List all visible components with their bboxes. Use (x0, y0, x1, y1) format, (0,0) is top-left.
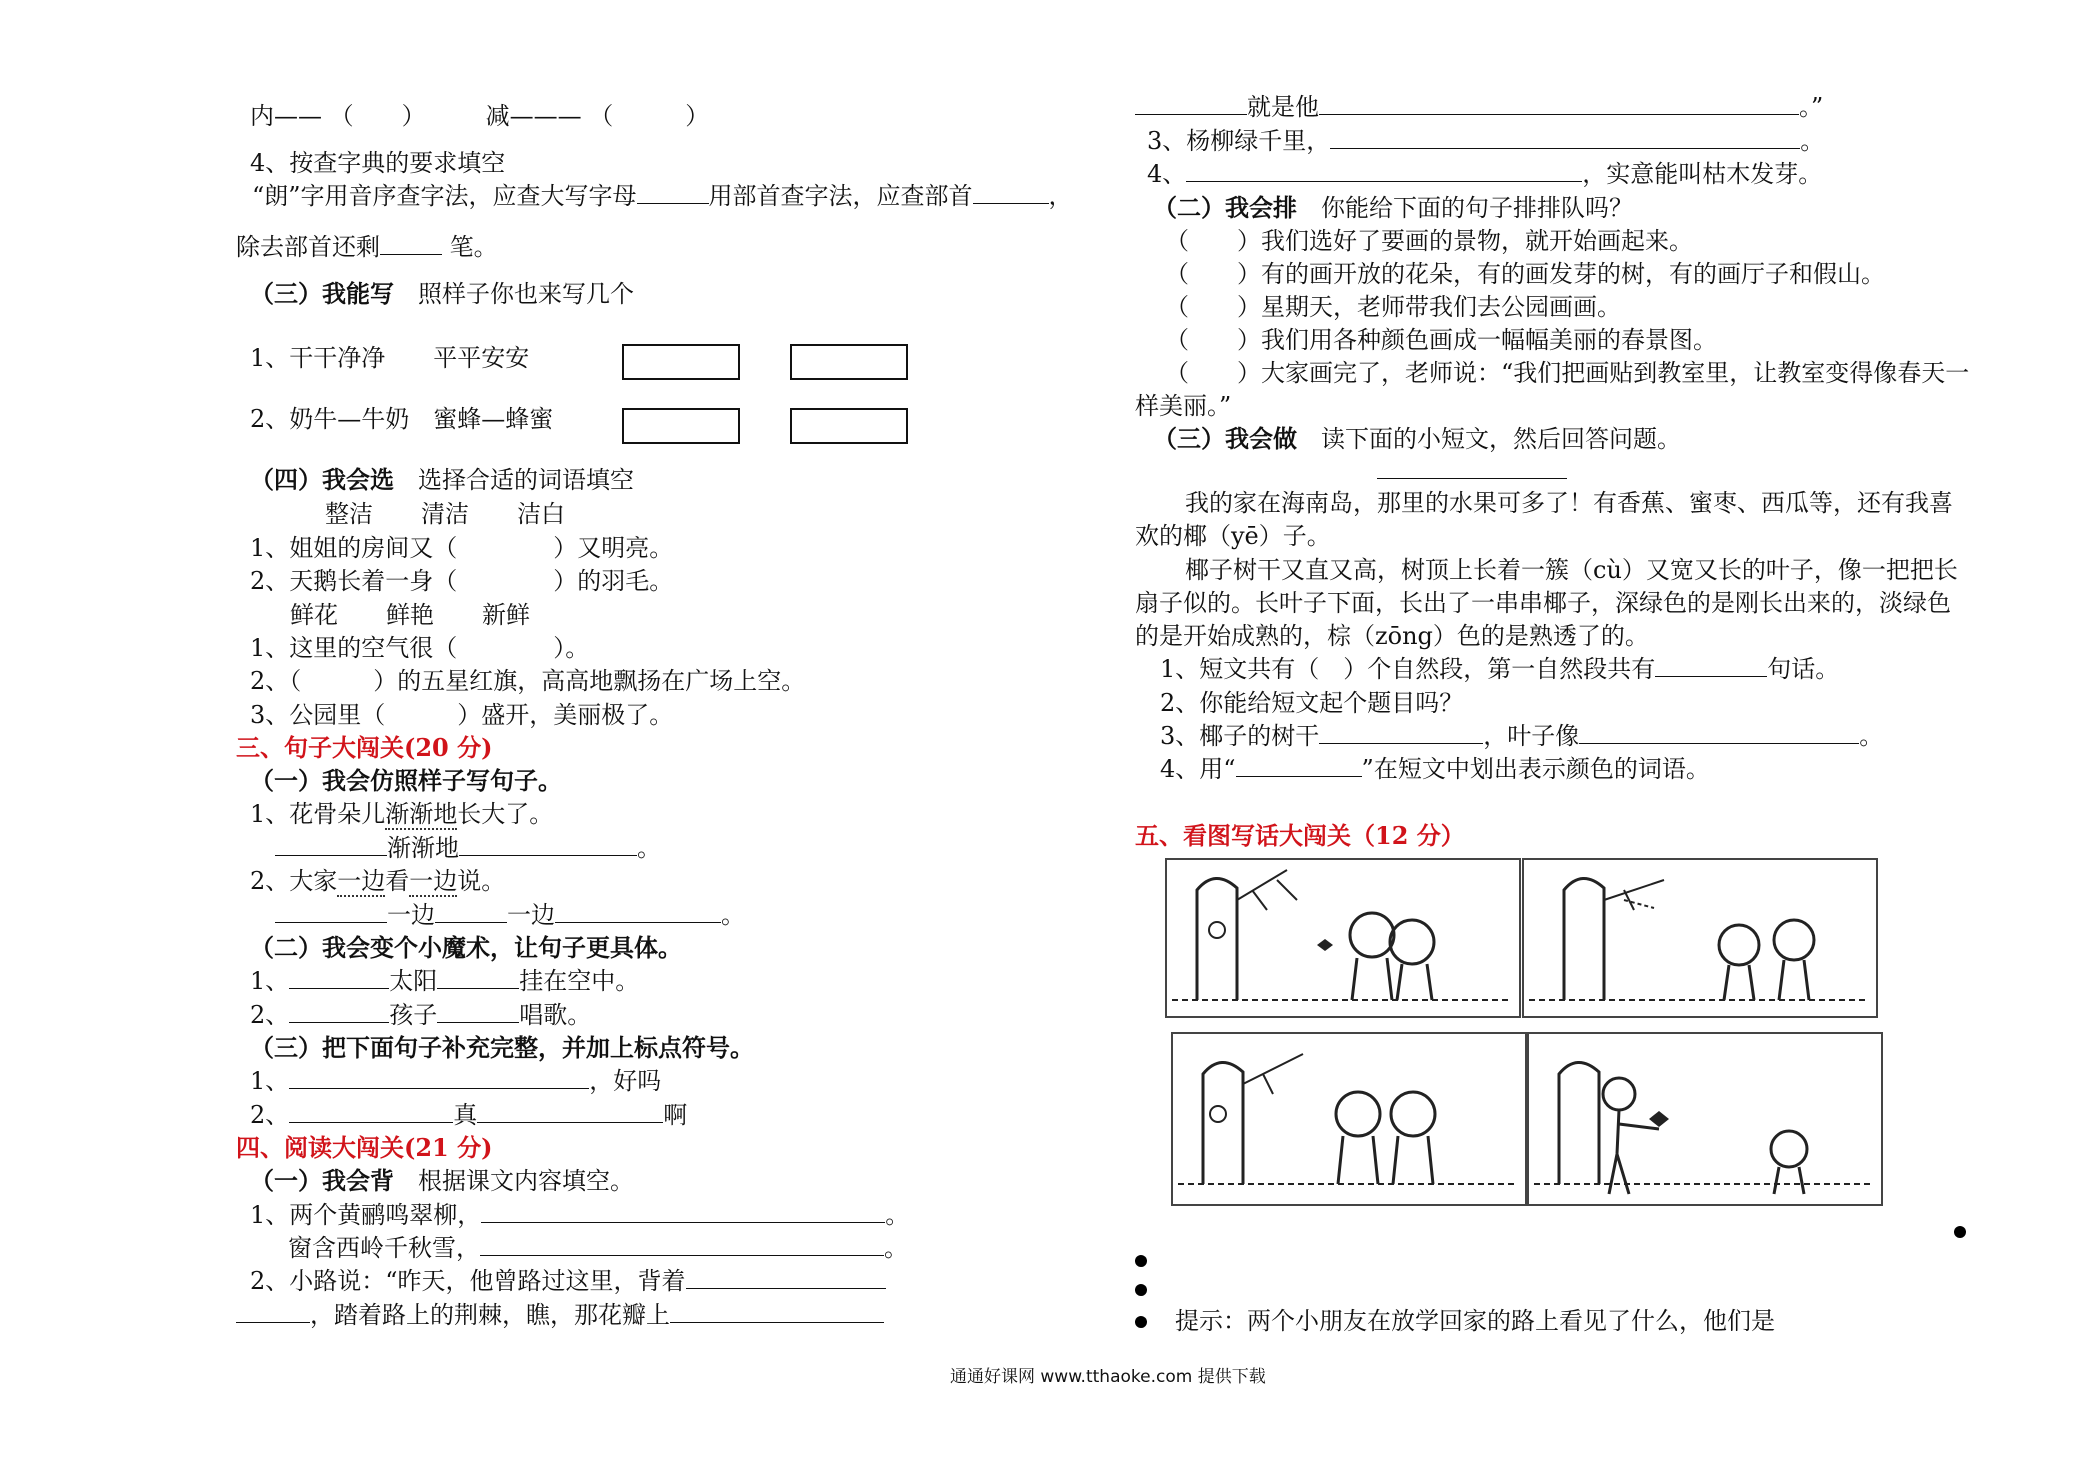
p3-s1-q1 (250, 799, 553, 829)
p4-q1a-blank[interactable] (481, 1200, 885, 1223)
p3-s2-q1-b: 太阳 (389, 967, 438, 995)
p4-q2a (250, 1266, 886, 1296)
hint-text: 提示：两个小朋友在放学回家的路上看见了什么，他们是 (1175, 1307, 1775, 1335)
r-line1-blank2[interactable] (1319, 92, 1799, 115)
p3-s1-q2-a: 2、大家 (250, 867, 338, 895)
p3-s1-a2: 一边 一边 。 (275, 900, 745, 930)
rq3 (1160, 721, 1883, 751)
r-s2-heading (1153, 193, 1633, 223)
p3-s1-q2-c: 看 (385, 867, 410, 895)
nei-jian-line: 内—— （ ） 减——— （ ） (250, 102, 710, 130)
p3-s1-a1-blank1[interactable] (275, 833, 387, 856)
s3-desc: 照样子你也来写几个 (418, 280, 634, 308)
para1b: 欢的椰（yē）子。 (1135, 522, 1331, 550)
para2c: 的是开始成熟的，棕（zōng）色的是熟透了的。 (1135, 622, 1649, 650)
p3-s2-q1-c: 挂在空中。 (519, 967, 640, 995)
picture-panel-4 (1527, 1032, 1883, 1206)
footer-credit: 通通好课网 www.tthaoke.com 提供下载 (950, 1367, 1266, 1387)
part3-title: 三、句子大闯关(20 分) (236, 733, 493, 762)
q4-title: 4、按查字典的要求填空 (250, 149, 506, 177)
rq3-b: ，叶子像 (1483, 722, 1580, 750)
p3-s2-q2 (250, 1000, 591, 1030)
p4-q2b-text: ，踏着路上的荆棘，瞧，那花瓣上 (310, 1301, 670, 1329)
p3-s2-q2-a: 2、 (250, 1001, 290, 1029)
q4-line1-text-a: “朗”字用音序查字法，应查大写字母 (252, 182, 637, 210)
r-s2-item-5: （ ）大家画完了，老师说：“我们把画贴到教室里，让教室变得像春天一 (1165, 359, 1970, 387)
p3-s2-q2-c: 唱歌。 (519, 1001, 592, 1029)
p4-s1-heading (250, 1166, 634, 1196)
s4-q2: 2、天鹅长着一身（ ）的羽毛。 (250, 567, 674, 595)
p3-s2-q2-blank1[interactable] (289, 1000, 389, 1023)
r-s2-item-5-cont: 样美丽。” (1135, 392, 1232, 420)
p3-s1-a2-word1: 一边 (387, 901, 435, 929)
p3-s1-a1-blank2[interactable] (459, 833, 637, 856)
p3-s2-q1 (250, 966, 639, 996)
rq4 (1160, 754, 1710, 784)
p3-s2-q1-a: 1、 (250, 967, 290, 995)
para2a: 椰子树干又直又高，树顶上长着一簇（cù）又宽又长的叶子，像一把把长 (1185, 556, 1958, 584)
p4-s1-head: （一）我会背 (250, 1166, 394, 1195)
p3-s3-q2-blank1[interactable] (289, 1100, 453, 1123)
rq3-c: 。 (1859, 722, 1884, 750)
q4-line2-text-b: 笔。 (449, 233, 498, 261)
p4-q2b-blank1[interactable] (236, 1300, 310, 1323)
p3-s3-q1 (250, 1066, 661, 1096)
panel-2-drawing (1524, 860, 1876, 1016)
s4-head: （四）我会选 (250, 465, 394, 494)
p3-s2-head: （二）我会变个小魔术，让句子更具体。 (250, 933, 682, 962)
p3-s1-a2-blank1[interactable] (275, 900, 387, 923)
p4-q2a-text: 2、小路说：“昨天，他曾路过这里，背着 (250, 1267, 686, 1295)
radical-blank[interactable] (973, 181, 1049, 204)
panel-1-drawing (1167, 860, 1519, 1016)
p3-s1-q2 (250, 866, 505, 896)
p3-s3-q1-blank[interactable] (289, 1066, 589, 1089)
s3-heading (250, 279, 634, 309)
letter-blank[interactable] (637, 181, 709, 204)
write-box-2b[interactable] (790, 408, 908, 444)
p3-s1-a2-blank2[interactable] (435, 900, 507, 923)
r-q3-text: 3、杨柳绿千里， (1147, 127, 1331, 155)
p3-s1-q1-c: 长大了。 (457, 800, 554, 828)
p3-s1-a2-word2: 一边 (507, 901, 555, 929)
r-q4-blank[interactable] (1186, 159, 1582, 182)
s4-q1: 1、姐姐的房间又（ ）又明亮。 (250, 534, 674, 562)
r-line1-text: 就是他 (1247, 93, 1319, 121)
s4-q3: 1、这里的空气很（ ）。 (250, 634, 590, 662)
rq1 (1160, 654, 1839, 684)
panel-4-drawing (1529, 1034, 1881, 1204)
p4-q2b-blank2[interactable] (670, 1300, 884, 1323)
p3-s1-a2-blank3[interactable] (555, 900, 721, 923)
part5-title: 五、看图写话大闯关（12 分） (1135, 821, 1465, 850)
panel-3-drawing (1173, 1034, 1525, 1204)
p3-s1-a1: 渐渐地 。 (275, 833, 661, 863)
r-q4-a: 4、 (1147, 160, 1187, 188)
rq1-blank[interactable] (1655, 654, 1767, 677)
rq1-b: 句话。 (1767, 655, 1840, 683)
picture-panel-1 (1165, 858, 1521, 1018)
p3-s1-q2-d: 一边 (409, 867, 458, 895)
p3-s3-q2-b: 真 (453, 1101, 478, 1129)
r-s2-head: （二）我会排 (1153, 193, 1297, 222)
q4-line2 (236, 232, 498, 262)
bullet-1 (1135, 1255, 1147, 1267)
p3-s1-q1-a: 1、花骨朵儿 (250, 800, 386, 828)
p4-q1b-blank[interactable] (480, 1233, 884, 1256)
p3-s3-q2-a: 2、 (250, 1101, 290, 1129)
q4-line1-text-b: 用部首查字法，应查部首 (708, 182, 973, 210)
p3-s2-q1-blank2[interactable] (437, 966, 519, 989)
r-q4 (1147, 159, 1822, 189)
rq3-a: 3、椰子的树干 (1160, 722, 1320, 750)
write-box-2a[interactable] (622, 408, 740, 444)
p3-s3-q2-blank2[interactable] (477, 1100, 663, 1123)
r-q4-b: ，实意能叫枯木发芽。 (1582, 160, 1823, 188)
para1a: 我的家在海南岛，那里的水果可多了！有香蕉、蜜枣、西瓜等，还有我喜 (1185, 489, 1953, 517)
s3-item1: 1、干干净净 平平安安 (250, 344, 530, 372)
r-s2-item-2: （ ）有的画开放的花朵，有的画发芽的树，有的画厅子和假山。 (1165, 260, 1885, 288)
p4-q1b: 窗含西岭千秋雪， 。 (288, 1234, 908, 1262)
r-line1-end: 。” (1799, 93, 1824, 121)
r-line1-blank1[interactable] (1135, 92, 1247, 115)
write-box-1b[interactable] (790, 344, 908, 380)
p3-s2-q2-blank2[interactable] (437, 1000, 519, 1023)
p3-s1-q2-b: 一边 (337, 867, 386, 895)
r-s2-item-3: （ ）星期天，老师带我们去公园画画。 (1165, 293, 1621, 321)
title-blank[interactable] (1377, 478, 1567, 479)
r-s2-desc: 你能给下面的句子排排队吗？ (1321, 194, 1633, 222)
strokes-blank[interactable] (380, 232, 442, 255)
picture-panel-2 (1522, 858, 1878, 1018)
s4-q4: 2、（ ）的五星红旗，高高地飘扬在广场上空。 (250, 667, 806, 695)
rq2: 2、你能给短文起个题目吗？ (1160, 689, 1464, 717)
rq3-blank2[interactable] (1579, 721, 1859, 744)
r-s3-head: （三）我会做 (1153, 424, 1297, 453)
rq1-a: 1、短文共有（ ）个自然段，第一自然段共有 (1160, 655, 1656, 683)
s3-head: （三）我能写 (250, 279, 394, 308)
p3-s1-q2-e: 说。 (457, 867, 506, 895)
s3-item2: 2、奶牛—牛奶 蜜蜂—蜂蜜 (250, 405, 554, 433)
p3-s3-q1-a: 1、 (250, 1067, 290, 1095)
p3-s3-q1-b: ，好吗 (589, 1067, 662, 1095)
part4-title: 四、阅读大闯关(21 分) (236, 1133, 493, 1162)
p3-s3-q2 (250, 1100, 687, 1130)
r-q3-blank[interactable] (1330, 126, 1800, 149)
r-s2-item-4: （ ）我们用各种颜色画成一幅幅美丽的春景图。 (1165, 326, 1717, 354)
r-line1 (1135, 92, 1823, 122)
q4-line1: “朗”字用音序查字法，应查大写字母 用部首查字法，应查部首 ， (252, 182, 1073, 210)
r-s3-desc: 读下面的小短文，然后回答问题。 (1321, 425, 1681, 453)
s4-desc: 选择合适的词语填空 (418, 466, 634, 494)
p3-s1-a1-word: 渐渐地 (387, 834, 459, 862)
s4-heading (250, 465, 634, 495)
r-s2-item-1: （ ）我们选好了要画的景物，就开始画起来。 (1165, 227, 1693, 255)
rq4-b: ”在短文中划出表示颜色的词语。 (1361, 755, 1710, 783)
rq4-a: 4、用“ (1160, 755, 1236, 783)
rq4-blank[interactable] (1236, 754, 1362, 777)
s4-words2: 鲜花 鲜艳 新鲜 (290, 601, 530, 629)
p3-s2-q1-blank1[interactable] (289, 966, 389, 989)
p4-q1a-text: 1、两个黄鹂鸣翠柳， (250, 1201, 482, 1229)
p3-s1-head: （一）我会仿照样子写句子。 (250, 766, 562, 795)
picture-panel-3 (1171, 1032, 1527, 1206)
para2b: 扇子似的。长叶子下面，长出了一串串椰子，深绿色的是刚长出来的，淡绿色 (1135, 589, 1951, 617)
p4-q2a-blank[interactable] (686, 1266, 886, 1289)
s4-q5: 3、公园里（ ）盛开，美丽极了。 (250, 701, 674, 729)
bullet-3 (1135, 1316, 1147, 1328)
bullet-right (1954, 1226, 1966, 1238)
rq3-blank1[interactable] (1319, 721, 1483, 744)
bullet-2 (1135, 1284, 1147, 1296)
p4-q1b-text: 窗含西岭千秋雪， (288, 1234, 480, 1262)
r-q3: 3、杨柳绿千里， 。 (1147, 127, 1825, 155)
p3-s1-q1-b: 渐渐地 (385, 800, 458, 828)
p4-s1-desc: 根据课文内容填空。 (418, 1167, 634, 1195)
p3-s3-q2-c: 啊 (663, 1101, 688, 1129)
s4-words1: 整洁 清洁 洁白 (325, 500, 565, 528)
p4-q1a: 1、两个黄鹂鸣翠柳， 。 (250, 1201, 910, 1229)
r-s3-heading (1153, 424, 1681, 454)
p3-s3-head: （三）把下面句子补充完整，并加上标点符号。 (250, 1033, 754, 1062)
q4-line2-text-a: 除去部首还剩 (236, 233, 380, 261)
write-box-1a[interactable] (622, 344, 740, 380)
p4-q2b (236, 1300, 884, 1330)
p3-s2-q2-b: 孩子 (389, 1001, 438, 1029)
